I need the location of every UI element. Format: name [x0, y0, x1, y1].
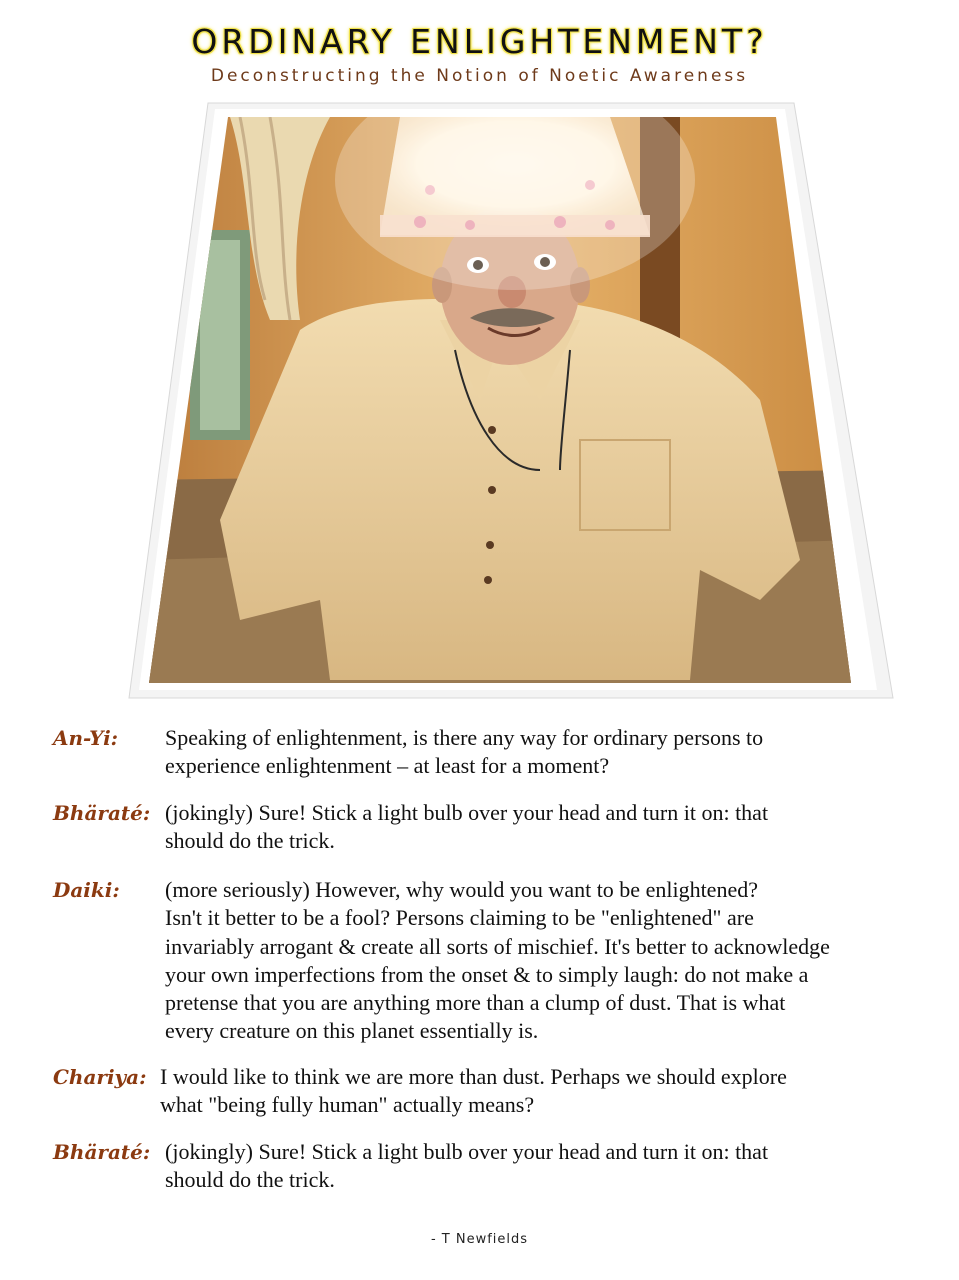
- dialogue-line: every creature on this planet essentially is.: [165, 1018, 539, 1043]
- dialogue-line: invariably arrogant & create all sorts of mischief. It's better to acknowledge: [165, 934, 830, 959]
- dialogue-line: experience enlightenment – at least for a moment?: [165, 753, 610, 778]
- page-subtitle: Deconstructing the Notion of Noetic Awareness: [210, 66, 749, 86]
- dialogue-line: your own imperfections from the onset & to simply laugh: do not make a: [165, 962, 809, 987]
- dialogue-line: (jokingly) Sure! Stick a light bulb over your head and turn it on: that: [165, 1139, 769, 1164]
- dialogue-line: Isn't it better to be a fool? Persons claiming to be "enlightened" are: [165, 905, 754, 930]
- dialogue-line: should do the trick.: [165, 828, 335, 853]
- speaker-name: Bhäraté:: [53, 801, 151, 825]
- dialogue-line: I would like to think we are more than dust. Perhaps we should explore: [160, 1064, 787, 1089]
- dialogue-line: what "being fully human" actually means?: [160, 1092, 535, 1117]
- author-signature: - T Newfields: [430, 1232, 529, 1247]
- speaker-name: Bhäraté:: [53, 1140, 151, 1164]
- dialogue-line: should do the trick.: [165, 1167, 335, 1192]
- dialogue-line: (more seriously) However, why would you want to be enlightened?: [165, 877, 758, 902]
- speaker-name: Daiki:: [53, 878, 120, 902]
- page-title: ORDINARY ENLIGHTENMENT?: [191, 22, 768, 61]
- speaker-name: Chariya:: [53, 1065, 147, 1089]
- dialogue-line: pretense that you are anything more than a clump of dust. That is what: [165, 990, 786, 1015]
- speaker-name: An-Yi:: [53, 726, 119, 750]
- dialogue-line: (jokingly) Sure! Stick a light bulb over your head and turn it on: that: [165, 800, 769, 825]
- dialogue-line: Speaking of enlightenment, is there any way for ordinary persons to: [165, 725, 764, 750]
